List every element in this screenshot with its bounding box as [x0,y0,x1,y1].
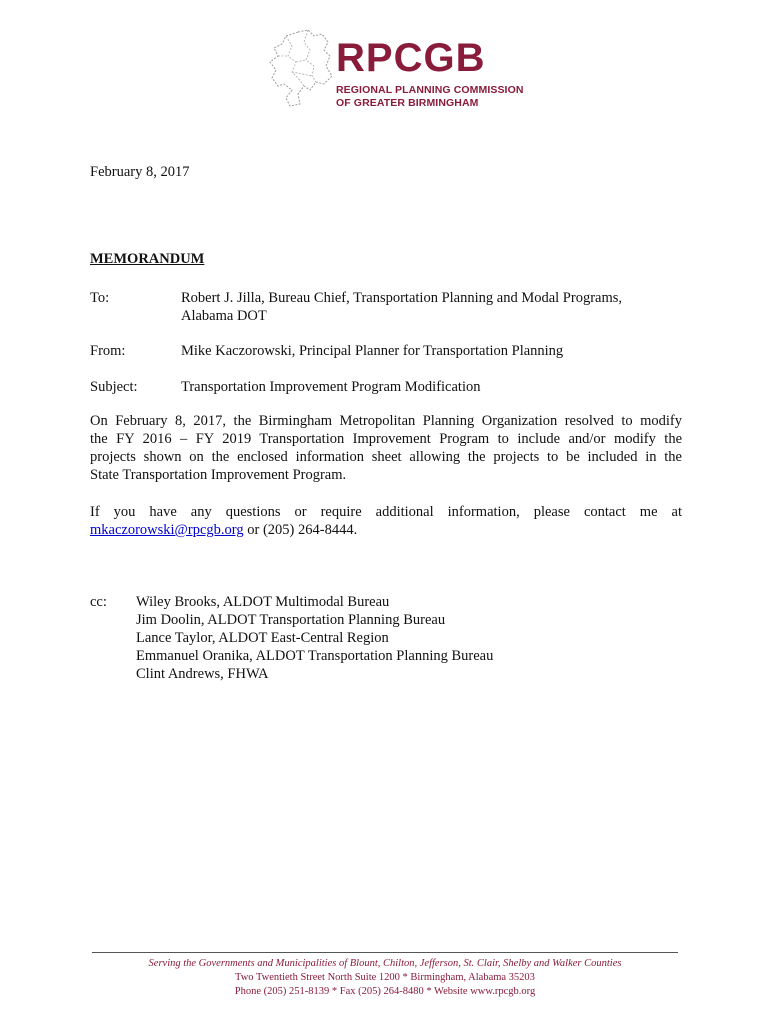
footer-contact: Phone (205) 251-8139 * Fax (205) 264-8480 * Website www.rpcgb.org [234,986,536,997]
contact-line [90,521,682,539]
paragraph-line: On February 8, 2017, the Birmingham Metropolitan Planning Organization resolved to modify [90,413,682,429]
subject-label: Subject: [90,379,138,395]
memo-heading: MEMORANDUM [90,251,205,267]
from-label: From: [90,343,126,359]
cc-recipient: Emmanuel Oranika, ALDOT Transportation Planning Bureau [136,648,494,664]
county-map-icon [268,26,338,112]
subject-value: Transportation Improvement Program Modification [181,379,481,395]
logo-line-2: OF GREATER BIRMINGHAM [336,97,479,109]
paragraph-line: If you have any questions or require additional information, please contact me at [90,504,682,520]
memo-date: February 8, 2017 [90,164,190,180]
to-recipient-line-1: Robert J. Jilla, Bureau Chief, Transportation Planning and Modal Programs, [181,290,623,306]
body-paragraph-2 [90,503,682,539]
footer-divider [92,952,678,953]
cc-recipient: Lance Taylor, ALDOT East-Central Region [136,630,389,646]
logo-abbreviation: RPCGB [336,36,486,80]
body-paragraph-1 [90,412,682,484]
cc-recipient: Clint Andrews, FHWA [136,666,269,682]
email-link[interactable]: mkaczorowski@rpcgb.org [90,522,244,538]
cc-recipient: Jim Doolin, ALDOT Transportation Planning Bureau [136,612,446,628]
from-sender: Mike Kaczorowski, Principal Planner for Transportation Planning [181,343,564,359]
cc-list [136,593,493,683]
paragraph-line: projects shown on the enclosed information sheet allowing the projects to be included in the [90,449,682,465]
phone-text: or (205) 264-8444. [243,522,358,538]
paragraph-line: the FY 2016 – FY 2019 Transportation Improvement Program to include and/or modify the [90,431,682,447]
to-label: To: [90,290,110,306]
cc-label: cc: [90,594,107,610]
rpcgb-logo [268,26,524,112]
to-recipient-line-2: Alabama DOT [181,308,267,324]
cc-recipient: Wiley Brooks, ALDOT Multimodal Bureau [136,594,390,610]
footer-counties: Serving the Governments and Municipalities of Blount, Chilton, Jefferson, St. Clair, Shelby and Walker Counties [148,958,622,969]
paragraph-line: State Transportation Improvement Program. [90,467,347,483]
footer-address: Two Twentieth Street North Suite 1200 * Birmingham, Alabama 35203 [235,972,535,983]
logo-line-1: REGIONAL PLANNING COMMISSION [336,84,524,96]
